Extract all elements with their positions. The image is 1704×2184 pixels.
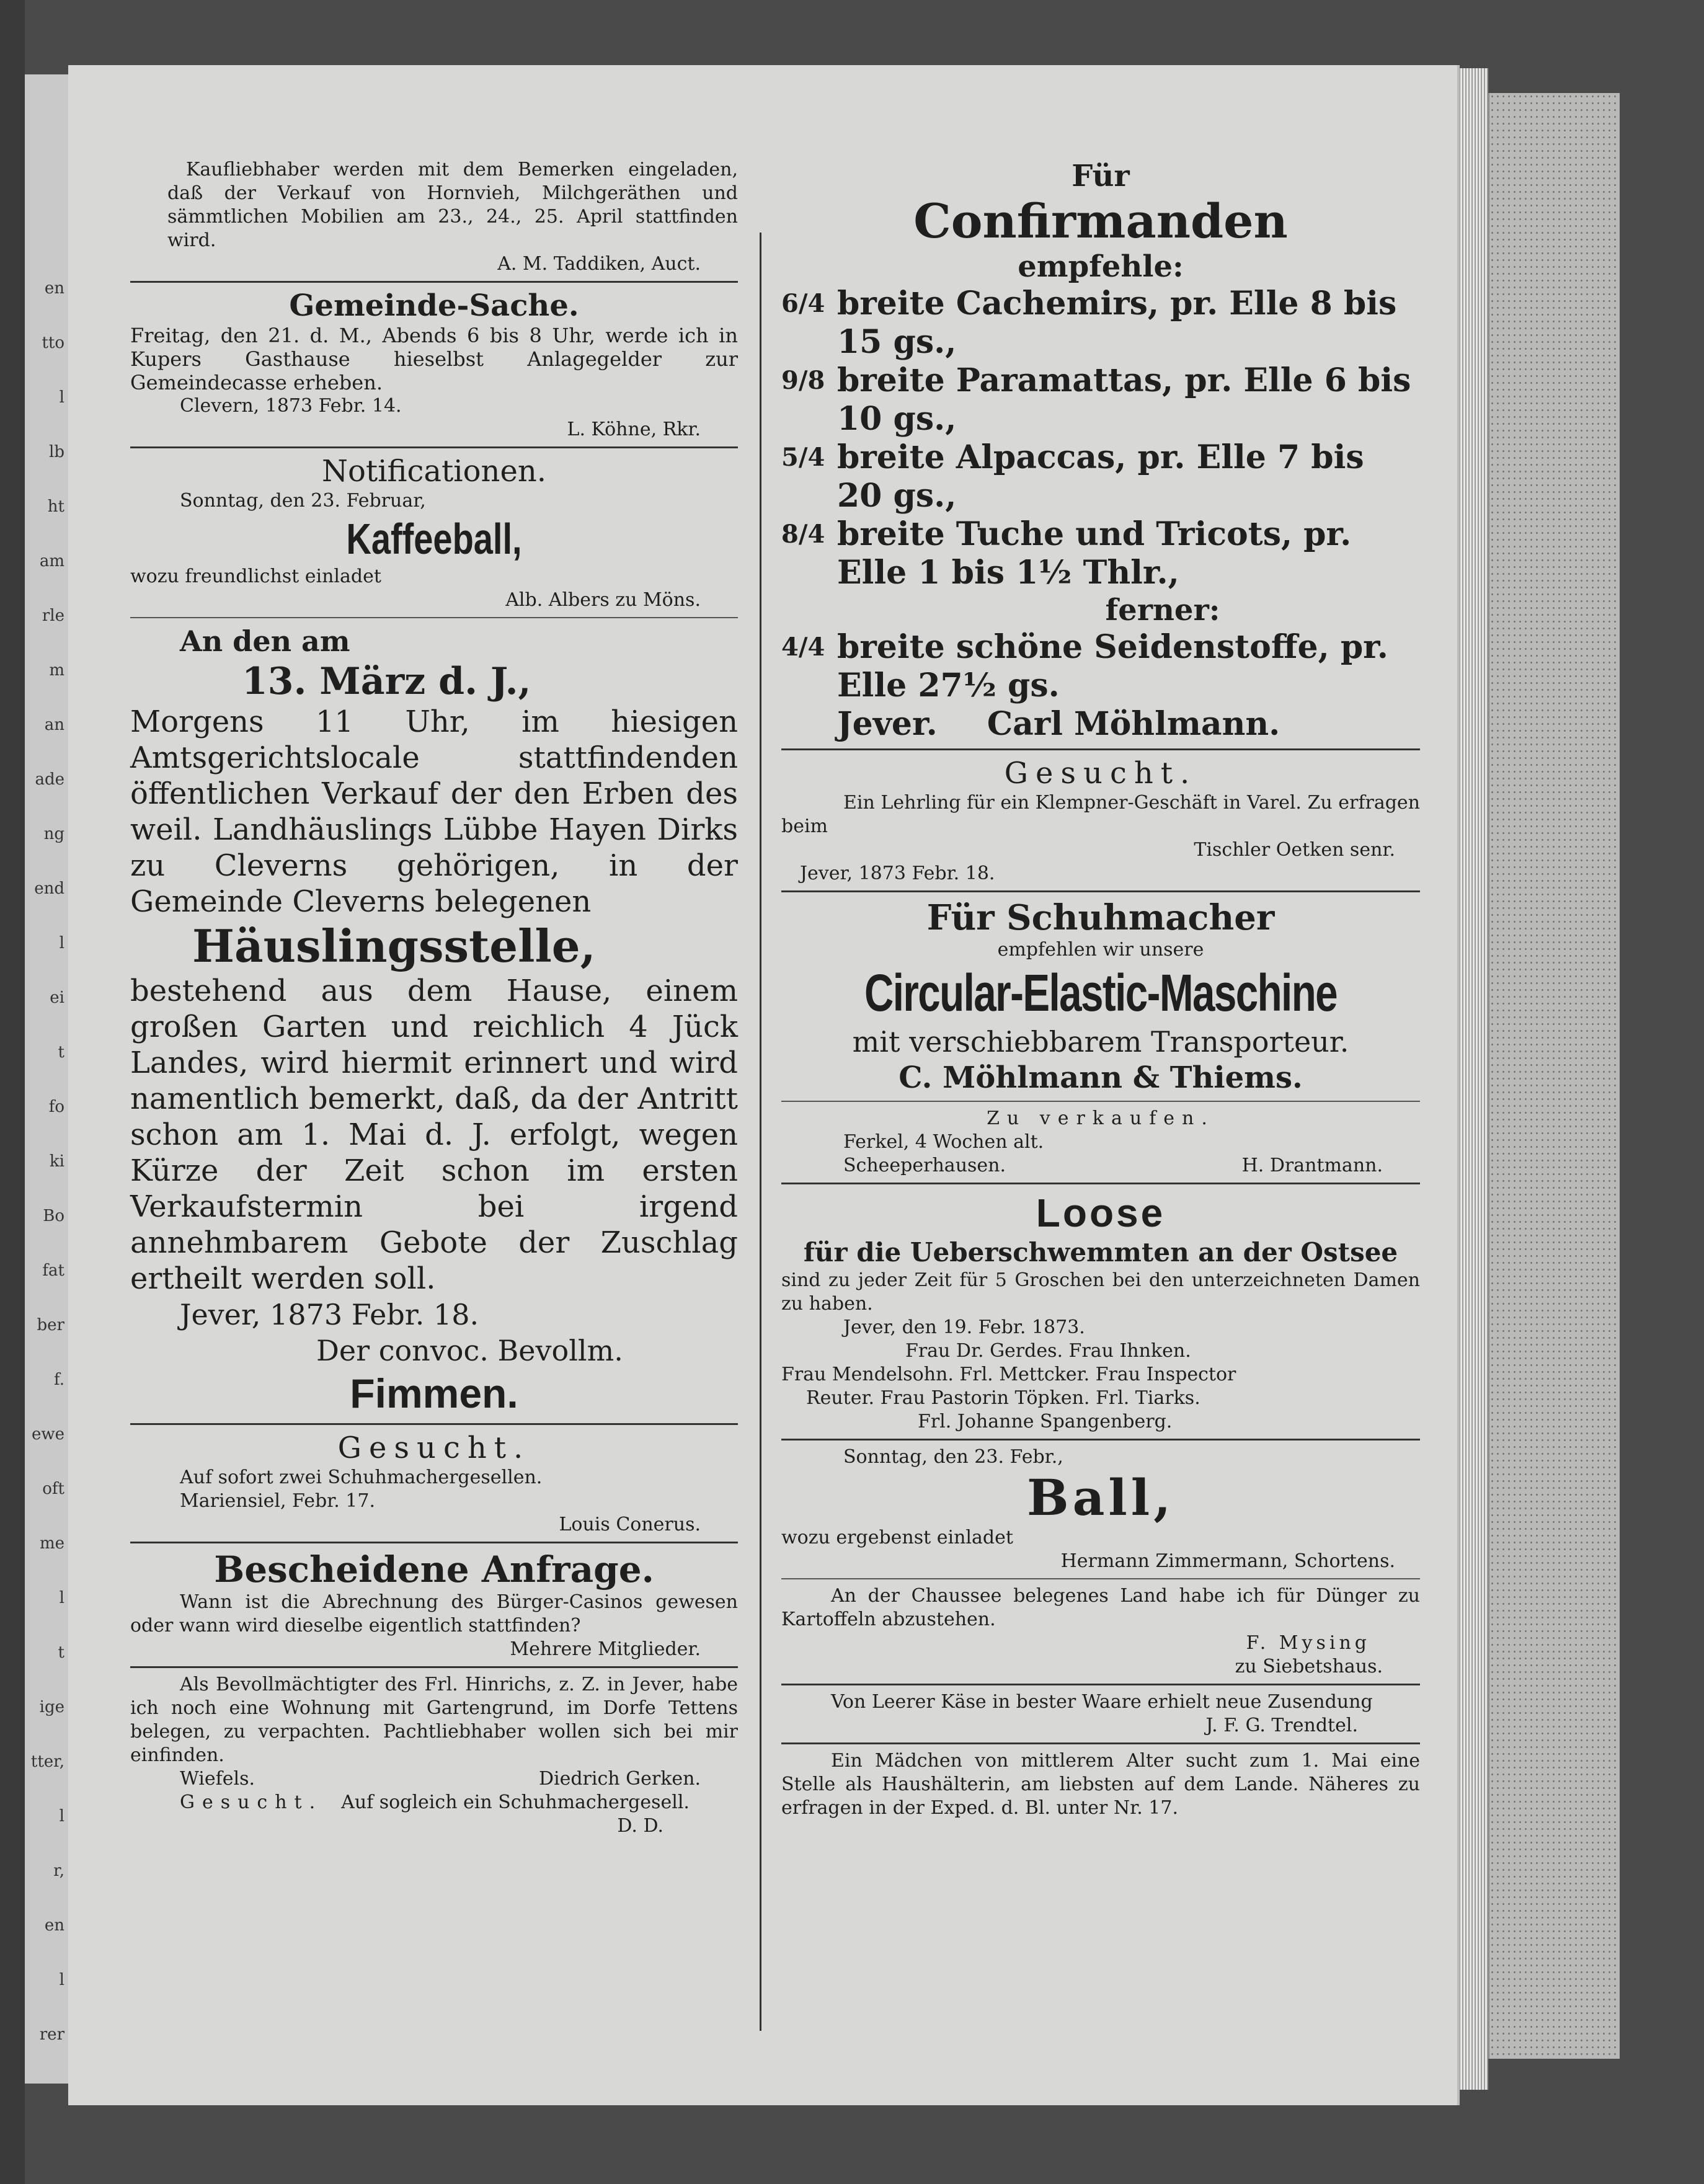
ad-text: An der Chaussee belegenes Land habe ich für Dünger zu Kartoffeln abzustehen. [781, 1585, 1420, 1630]
previous-page-fragment: fo [48, 1098, 64, 1116]
ad-gesucht-schuhmachergesell [130, 1791, 738, 1838]
previous-page-fragment: oft [42, 1480, 64, 1498]
ad-land-duenger [781, 1584, 1420, 1679]
ad-fuer-schuhmacher [781, 897, 1420, 1096]
previous-page-fragment: me [39, 1534, 64, 1553]
ad-title: Loose [1036, 1191, 1166, 1235]
previous-page-fragment: an [44, 716, 64, 734]
newspaper-page [68, 65, 1457, 2105]
ad-signature: J. F. G. Trendtel. [1205, 1715, 1358, 1736]
previous-page-fragment: ber [37, 1316, 64, 1334]
ad-names: Reuter. Frau Pastorin Töpken. Frl. Tiarks. [806, 1387, 1200, 1409]
previous-page-edge [25, 74, 69, 2084]
previous-page-fragment: t [58, 1043, 64, 1062]
column-divider [760, 233, 761, 2031]
ad-title: Für Schuhmacher [926, 897, 1275, 938]
ad-place-date: Jever, 1873 Febr. 18. [800, 863, 995, 884]
separator [130, 281, 738, 283]
ad-signature: Louis Conerus. [559, 1514, 701, 1535]
item-text: breite schöne Seidenstoffe, pr. Elle 27½ gs. [837, 628, 1388, 704]
separator [781, 1742, 1420, 1744]
ad-loose [781, 1189, 1420, 1434]
ad-names: Frl. Johanne Spangenberg. [918, 1411, 1173, 1432]
separator [130, 446, 738, 448]
previous-page-fragment: ki [49, 1152, 64, 1171]
ad-haeuslingsstelle [130, 623, 738, 1418]
ad-signature: F. Mysing [1246, 1632, 1370, 1654]
ad-ferner: ferner: [1105, 593, 1220, 628]
ad-text: Ein Lehrling für ein Klempner-Geschäft in Varel. Zu erfragen beim [781, 792, 1420, 837]
ad-signature: Diedrich Gerken. [538, 1768, 701, 1790]
ad-signature: C. Möhlmann & Thiems. [899, 1060, 1303, 1095]
ad-leerer-kaese [781, 1690, 1420, 1738]
ad-signature: Alb. Albers zu Möns. [505, 589, 701, 611]
ad-description: mit verschiebbarem Transporteur. [852, 1025, 1349, 1059]
separator [781, 1101, 1420, 1102]
separator [781, 1578, 1420, 1579]
previous-page-fragment: tto [42, 334, 64, 352]
ad-signature: Carl Möhlmann. [987, 705, 1280, 743]
previous-page-fragment: ewe [31, 1425, 64, 1444]
ad-signature: H. Drantmann. [1241, 1155, 1383, 1176]
item-text: breite Cachemirs, pr. Elle 8 bis 15 gs., [837, 285, 1397, 361]
separator [781, 1684, 1420, 1685]
ad-gesucht-lehrling [781, 755, 1420, 886]
separator [781, 890, 1420, 892]
ad-subtitle: empfehle: [1018, 249, 1184, 284]
left-column [130, 158, 738, 1838]
ad-title: Notificationen. [321, 454, 547, 489]
ad-intro: An den am [180, 624, 350, 658]
previous-page-fragment: en [44, 279, 64, 298]
separator [130, 1666, 738, 1668]
previous-page-fragment: l [59, 934, 64, 952]
ad-place-date: Jever, 1873 Febr. 18. [180, 1298, 479, 1331]
previous-page-fragment: Bo [43, 1207, 64, 1225]
previous-page-fragment: ng [43, 825, 64, 843]
previous-page-fragment: end [34, 879, 64, 898]
ad-title: Confirmanden [913, 193, 1288, 249]
ad-text: Wann ist die Abrechnung des Bürger-Casinos gewesen oder wann wird dieselbe eigentlich stattfinden? [130, 1591, 738, 1636]
ad-text: Kaufliebhaber werden mit dem Bemerken eingeladen, daß der Verkauf von Hornvieh, Milchgeräthen und sämmtlichen Mobilien am 23., 24., 25. April stattfinden wird. [167, 159, 738, 251]
ad-date-heading: 13. März d. J., [242, 660, 531, 703]
separator [781, 1183, 1420, 1184]
ad-text: sind zu jeder Zeit für 5 Groschen bei den unterzeichneten Damen zu haben. [781, 1269, 1420, 1315]
previous-page-fragment: l [59, 388, 64, 407]
ad-body: Morgens 11 Uhr, im hiesigen Amtsgerichtslocale stattfindenden öffentlichen Verkauf der den Erben des weil. Landhäuslings Lübbe Hayen Dirks zu Cleverns gehörigen, in der Gemeinde Cleverns belegenen [130, 704, 738, 919]
ad-notificationen [130, 453, 738, 612]
ad-bescheidene-anfrage [130, 1548, 738, 1661]
separator [781, 748, 1420, 750]
previous-page-fragment: f. [54, 1370, 64, 1389]
previous-page-fragment: tter, [30, 1752, 64, 1771]
ad-text: Auf sofort zwei Schuhmachergesellen. [180, 1467, 543, 1488]
previous-page-fragment: ade [35, 770, 64, 789]
ad-names: Frau Dr. Gerdes. Frau Ihnken. [905, 1340, 1191, 1362]
separator [781, 1439, 1420, 1440]
ad-confirmanden [781, 158, 1420, 744]
ad-maedchen-stelle [781, 1749, 1420, 1820]
item-fraction: 6/4 [781, 289, 825, 318]
item-fraction: 9/8 [781, 366, 825, 395]
separator [130, 1542, 738, 1543]
ad-signature: Tischler Oetken senr. [1194, 839, 1395, 861]
previous-page-fragment: r, [53, 1862, 64, 1880]
ad-text: Auf sogleich ein Schuhmachergesell. [341, 1791, 690, 1813]
ad-text: Von Leerer Käse in bester Waare erhielt neue Zusendung [831, 1691, 1373, 1713]
ad-place: Wiefels. [180, 1768, 255, 1790]
ad-title: Zu verkaufen. [987, 1108, 1215, 1129]
ad-item [781, 628, 1420, 705]
ad-gesucht-schuhmacher [130, 1430, 738, 1537]
item-fraction: 4/4 [781, 633, 825, 662]
separator [130, 617, 738, 618]
ad-title: Bescheidene Anfrage. [214, 1548, 654, 1591]
ad-wohnung-verpachten [130, 1673, 738, 1791]
ad-invite: wozu freundlichst einladet [130, 566, 381, 587]
ad-signature: Hermann Zimmermann, Schortens. [1060, 1550, 1395, 1572]
ad-gemeinde-sache [130, 288, 738, 442]
item-text: breite Alpaccas, pr. Elle 7 bis 20 gs., [837, 438, 1364, 515]
previous-page-fragment: rle [42, 606, 64, 625]
ad-signature: D. D. [617, 1815, 663, 1837]
ad-product: Circular-Elastic-Maschine [864, 964, 1338, 1022]
previous-page-fragment: m [49, 661, 64, 680]
ad-item [781, 515, 1420, 592]
previous-page-fragment: ht [47, 497, 64, 516]
previous-page-fragment: l [59, 1807, 64, 1826]
ad-item-list [781, 285, 1420, 592]
ad-date: Sonntag, den 23. Februar, [180, 490, 426, 512]
ad-signature: L. Köhne, Rkr. [567, 419, 701, 440]
previous-page-fragment: fat [42, 1261, 64, 1280]
item-fraction: 5/4 [781, 443, 825, 472]
previous-page-fragment: l [59, 1971, 64, 1989]
ad-event: Kaffeeball, [346, 515, 522, 563]
item-text: breite Paramattas, pr. Elle 6 bis 10 gs., [837, 362, 1411, 438]
ad-name: Fimmen. [350, 1370, 518, 1416]
ad-lead: Gesucht. [180, 1791, 323, 1813]
ad-text: Ein Mädchen von mittlerem Alter sucht zum 1. Mai eine Stelle als Haushälterin, am liebsten auf dem Lande. Näheres zu erfragen in der Exped. d. Bl. unter Nr. 17. [781, 1750, 1420, 1819]
item-text: breite Tuche und Tricots, pr. Elle 1 bis 1½ Thlr., [837, 515, 1352, 592]
ad-place-date: Jever, den 19. Febr. 1873. [843, 1316, 1085, 1338]
previous-page-fragment: lb [49, 443, 64, 461]
ad-signature-place: zu Siebetshaus. [1235, 1656, 1383, 1677]
ad-place: Scheeperhausen. [843, 1155, 1006, 1176]
ad-text: Als Bevollmächtigter des Frl. Hinrichs, z. Z. in Jever, habe ich noch eine Wohnung mit Gartengrund, im Dorfe Tettens belegen, zu verpachten. Pachtliebhaber wollen sich bei mir einfinden. [130, 1674, 738, 1766]
ad-event: Ball, [1026, 1468, 1175, 1527]
ad-heading: Häuslingsstelle, [192, 920, 596, 972]
previous-page-fragment: en [44, 1916, 64, 1935]
ad-title: Gesucht. [1004, 756, 1197, 791]
ad-place-date: Clevern, 1873 Febr. 14. [180, 395, 402, 417]
ad-zu-verkaufen [781, 1107, 1420, 1178]
previous-page-fragment: ei [50, 988, 64, 1007]
ad-pre-title: Für [1072, 159, 1130, 193]
ad-place-date: Mariensiel, Febr. 17. [180, 1490, 375, 1512]
ad-signature: Mehrere Mitglieder. [510, 1638, 701, 1660]
previous-page-fragment: ige [39, 1698, 64, 1716]
ad-subtitle: empfehlen wir unsere [997, 939, 1204, 961]
ad-auction-cattle [130, 158, 738, 276]
ad-date: Sonntag, den 23. Febr., [843, 1446, 1063, 1468]
ad-subtitle: für die Ueberschwemmten an der Ostsee [803, 1237, 1398, 1267]
ad-role: Der convoc. Bevollm. [316, 1334, 623, 1367]
ad-text: Ferkel, 4 Wochen alt. [843, 1131, 1044, 1153]
ad-item [781, 285, 1420, 362]
previous-page-fragment: am [39, 552, 64, 570]
ad-title: Gesucht. [337, 1431, 531, 1465]
previous-page-fragment: l [59, 1589, 64, 1607]
background-left [0, 0, 25, 2184]
ad-signature: A. M. Taddiken, Auct. [497, 253, 701, 275]
previous-page-fragment: t [58, 1643, 64, 1662]
previous-page-fragment: rer [39, 2025, 64, 2044]
ad-item [781, 438, 1420, 515]
ad-title: Gemeinde-Sache. [289, 288, 579, 323]
item-fraction: 8/4 [781, 520, 825, 549]
ad-ball [781, 1445, 1420, 1573]
ad-invite: wozu ergebenst einladet [781, 1527, 1013, 1548]
page-stack-edge [1457, 68, 1488, 2090]
ad-body: bestehend aus dem Hause, einem großen Garten und reichlich 4 Jück Landes, wird hiermit erinnert und wird namentlich bemerkt, daß, da der Antritt schon am 1. Mai d. J. erfolgt, wegen Kürze der Zeit schon im ersten Verkaufstermin bei irgend annehmbarem Gebote der Zuschlag ertheilt werden soll. [130, 974, 738, 1296]
ad-names: Frau Mendelsohn. Frl. Mettcker. Frau Inspector [781, 1364, 1236, 1385]
right-column [781, 158, 1420, 1820]
separator [130, 1423, 738, 1425]
ad-item [781, 362, 1420, 438]
book-cover-board [1488, 93, 1620, 2059]
ad-place: Jever. [837, 705, 938, 743]
ad-text: Freitag, den 21. d. M., Abends 6 bis 8 Uhr, werde ich in Kupers Gasthause hieselbst Anlagegelder zur Gemeindecasse erheben. [130, 324, 738, 394]
